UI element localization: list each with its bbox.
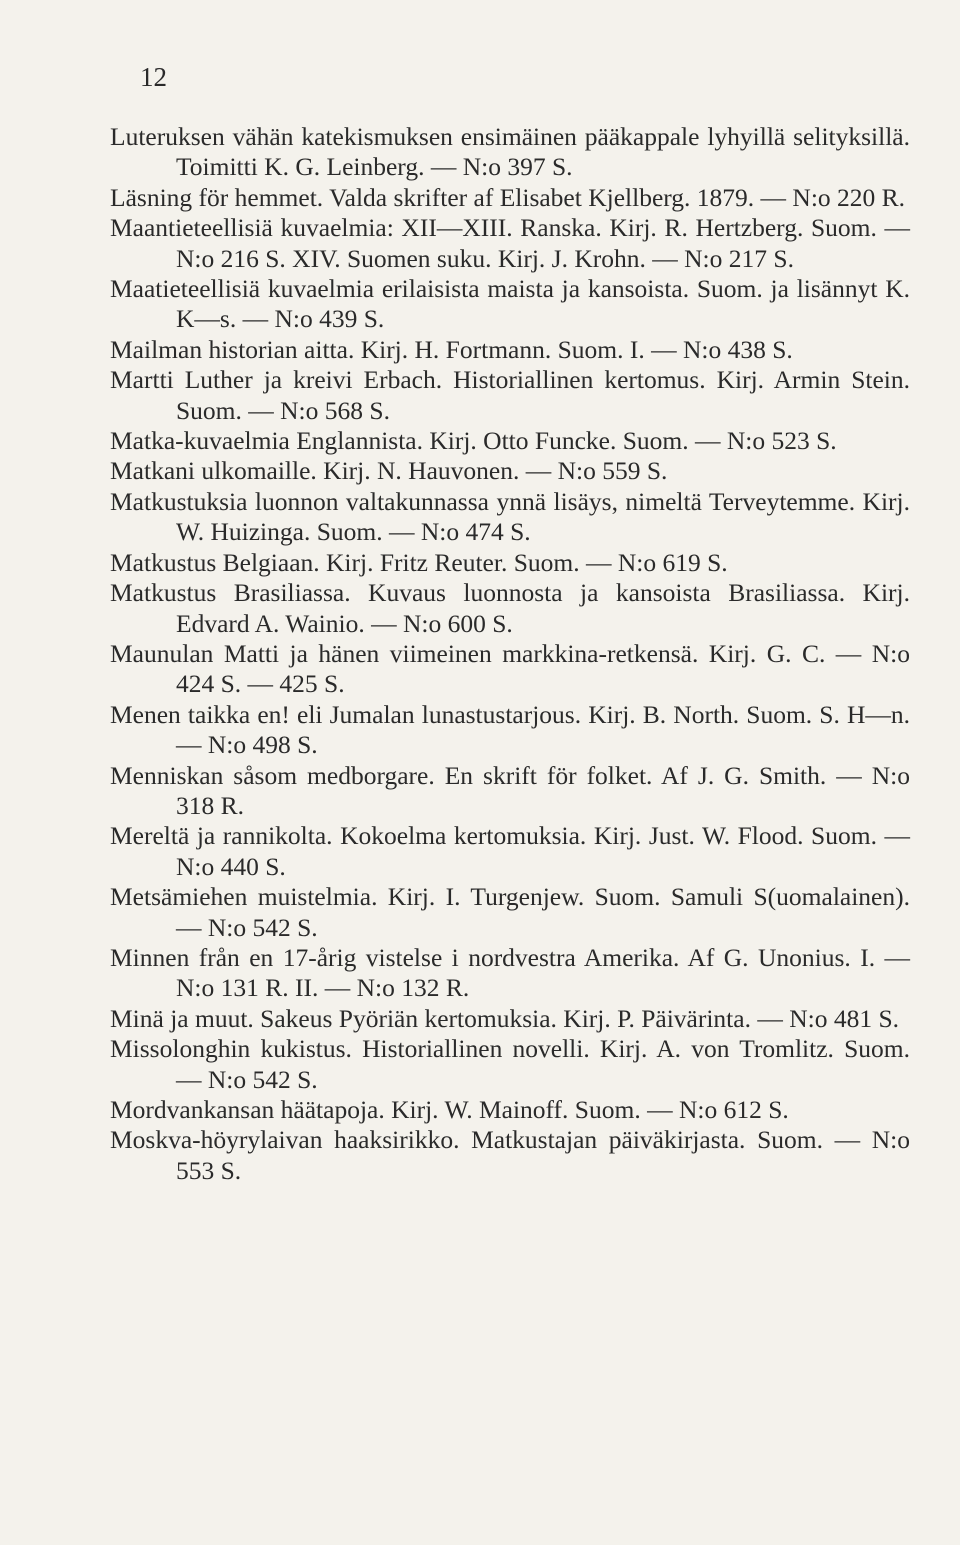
catalog-entry: Metsämiehen muistelmia. Kirj. I. Turgenjew. Suom. Samuli S(uomalainen). — N:o 542 S.	[110, 882, 910, 942]
catalog-entry: Mailman historian aitta. Kirj. H. Fortmann. Suom. I. — N:o 438 S.	[110, 334, 793, 364]
page-number: 12	[140, 62, 167, 92]
catalog-entry: Minä ja muut. Sakeus Pyöriän kertomuksia. Kirj. P. Päivärinta. — N:o 481 S.	[110, 1003, 900, 1033]
catalog-entry: Moskva-höyrylaivan haaksirikko. Matkustajan päiväkirjasta. Suom. — N:o 553 S.	[110, 1125, 910, 1185]
catalog-entry: Mereltä ja rannikolta. Kokoelma kertomuksia. Kirj. Just. W. Flood. Suom. — N:o 440 S.	[110, 821, 910, 881]
catalog-entry-list	[110, 122, 910, 1186]
catalog-entry: Matkustuksia luonnon valtakunnassa ynnä lisäys, nimeltä Terveytemme. Kirj. W. Huizinga. Suom. — N:o 474 S.	[110, 486, 910, 547]
catalog-entry: Matkani ulkomaille. Kirj. N. Hauvonen. — N:o 559 S.	[110, 456, 668, 486]
catalog-entry: Matka-kuvaelmia Englannista. Kirj. Otto Funcke. Suom. — N:o 523 S.	[110, 426, 837, 456]
catalog-entry: Maantieteellisiä kuvaelmia: XII—XIII. Ranska. Kirj. R. Hertzberg. Suom. — N:o 216 S. XIV. Suomen suku. Kirj. J. Krohn. — N:o 217 S.	[110, 213, 910, 273]
catalog-entry: Minnen från en 17-årig vistelse i nordvestra Amerika. Af G. Unonius. I. — N:o 131 R. II. — N:o 132 R.	[110, 942, 910, 1003]
catalog-entry: Maunulan Matti ja hänen viimeinen markkina-retkensä. Kirj. G. C. — N:o 424 S. — 425 S.	[110, 638, 910, 699]
catalog-entry: Mordvankansan häätapoja. Kirj. W. Mainoff. Suom. — N:o 612 S.	[110, 1095, 789, 1124]
catalog-entry: Läsning för hemmet. Valda skrifter af Elisabet Kjellberg. 1879. — N:o 220 R.	[110, 182, 906, 212]
catalog-entry: Matkustus Belgiaan. Kirj. Fritz Reuter. Suom. — N:o 619 S.	[110, 547, 728, 577]
catalog-entry: Matkustus Brasiliassa. Kuvaus luonnosta ja kansoista Brasiliassa. Kirj. Edvard A. Wainio. — N:o 600 S.	[110, 578, 910, 638]
catalog-entry: Menen taikka en! eli Jumalan lunastustarjous. Kirj. B. North. Suom. S. H—n. — N:o 498 S.	[110, 699, 910, 760]
catalog-entry: Martti Luther ja kreivi Erbach. Historiallinen kertomus. Kirj. Armin Stein. Suom. — N:o 568 S.	[110, 365, 910, 425]
catalog-entry: Menniskan såsom medborgare. En skrift för folket. Af J. G. Smith. — N:o 318 R.	[110, 760, 910, 820]
catalog-entry: Luteruksen vähän katekismuksen ensimäinen pääkappale lyhyillä selityksillä. Toimitti K. G. Leinberg. — N:o 397 S.	[110, 122, 910, 182]
catalog-entry: Missolonghin kukistus. Historiallinen novelli. Kirj. A. von Tromlitz. Suom. — N:o 542 S.	[110, 1034, 910, 1094]
catalog-entry: Maatieteellisiä kuvaelmia erilaisista maista ja kansoista. Suom. ja lisännyt K. K—s. — N:o 439 S.	[110, 274, 910, 334]
